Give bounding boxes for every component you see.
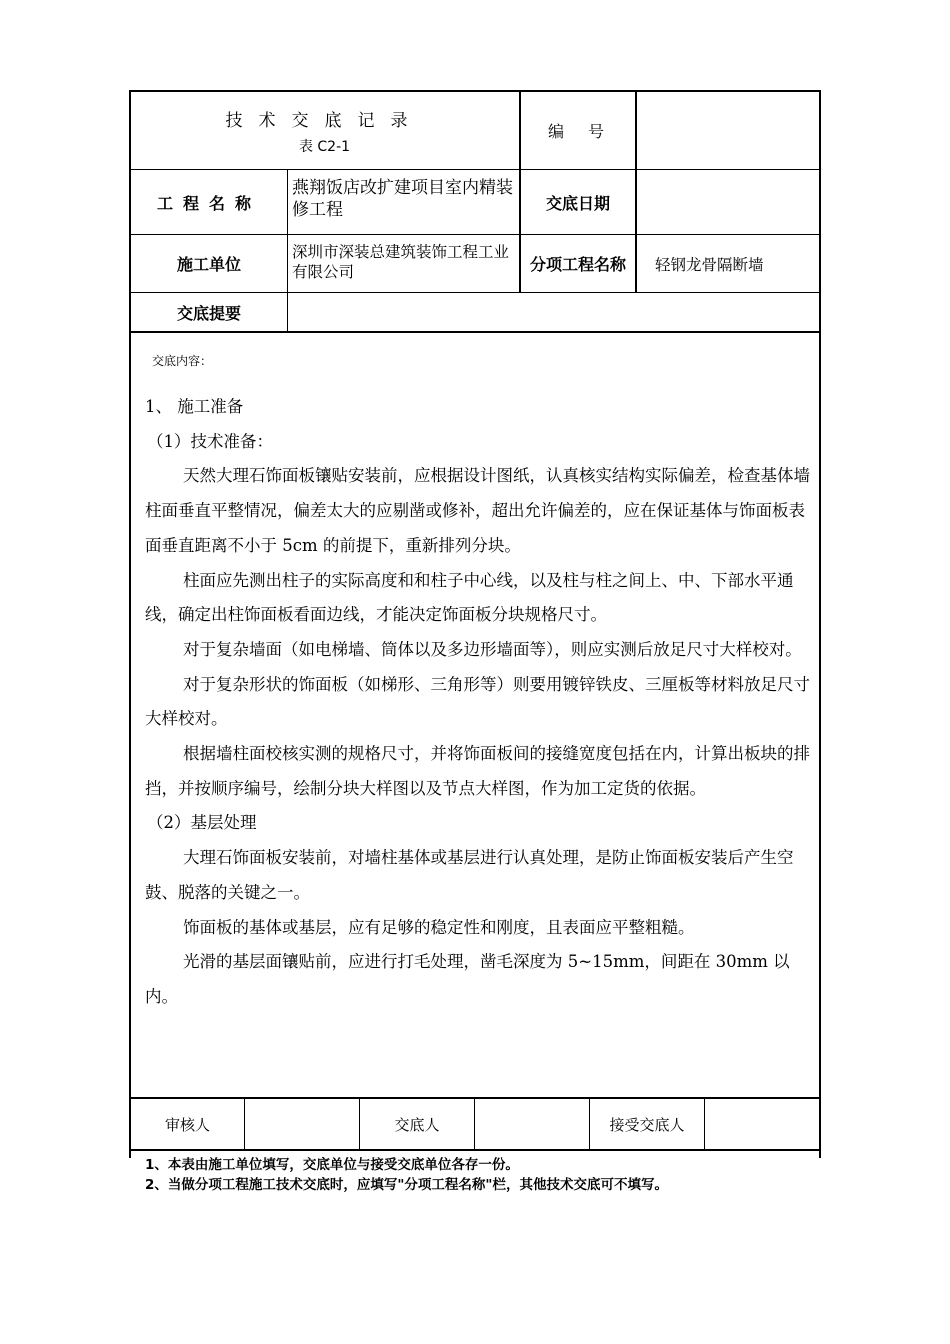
unit-value[interactable]: 深圳市深装总建筑装饰工程工业有限公司 [292, 243, 510, 281]
content-label: 交底内容： [152, 354, 213, 368]
subproject-value[interactable]: 轻钢龙骨隔断墙 [655, 255, 764, 274]
content-paragraph: 对于复杂墙面（如电梯墙、筒体以及多边形墙面等），则应实测后放足尺寸大样校对。 [183, 639, 802, 659]
footnote: 1、本表由施工单位填写，交底单位与接受交底单位各存一份。 [145, 1157, 519, 1173]
reviewer-value[interactable] [245, 1099, 359, 1149]
content-body [145, 390, 815, 1015]
content-paragraph: 饰面板的基体或基层，应有足够的稳定性和刚度，且表面应平整粗糙。 [183, 917, 695, 937]
content-paragraph: 对于复杂形状的饰面板（如梯形、三角形等）则要用镀锌铁皮、三厘板等材料放足尺寸大样校对。 [145, 674, 810, 729]
unit-label: 施工单位 [176, 255, 241, 274]
form-number: 表 C2-1 [298, 139, 351, 155]
project-name-label [131, 170, 287, 234]
row-divider [129, 331, 821, 333]
presenter-label: 交底人 [394, 1115, 440, 1134]
number-label [521, 92, 635, 169]
content-subheading: （1）技术准备： [147, 431, 273, 451]
presenter-value[interactable] [475, 1099, 589, 1149]
row-divider [129, 1149, 821, 1151]
summary-label: 交底提要 [176, 303, 241, 323]
content-paragraph: 柱面应先测出柱子的实际高度和和柱子中心线，以及柱与柱之间上、中、下部水平通线，确定出柱饰面板看面边线，才能决定饰面板分块规格尺寸。 [145, 570, 794, 625]
content-paragraph: 大理石饰面板安装前，对墙柱基体或基层进行认真处理，是防止饰面板安装后产生空鼓、脱落的关键之一。 [145, 848, 794, 902]
number-value[interactable] [637, 92, 819, 169]
summary-value[interactable] [288, 293, 819, 331]
content-paragraph: 根据墙柱面校核实测的规格尺寸，并将饰面板间的接缝宽度包括在内，计算出板块的排挡，并按顺序编号，绘制分块大样图以及节点大样图，作为加工定货的依据。 [145, 744, 810, 798]
number-label-text: 编 号 [547, 122, 608, 141]
form-title: 技术交底记录 [225, 111, 424, 131]
date-label: 交底日期 [545, 193, 610, 213]
project-name-value[interactable]: 燕翔饭店改扩建项目室内精装修工程 [292, 178, 513, 220]
content-paragraph: 光滑的基层面镶贴前，应进行打毛处理，凿毛深度为 5~15mm，间距在 30mm 以内。 [145, 952, 790, 1006]
content-paragraph: 天然大理石饰面板镶贴安装前，应根据设计图纸，认真核实结构实际偏差，检查基体墙柱面垂直平整情况，偏差太大的应剔凿或修补，超出允许偏差的，应在保证基体与饰面板表面垂直距离不小于 5cm 的前提下，重新排列分块。 [145, 466, 810, 555]
receiver-value[interactable] [705, 1099, 819, 1149]
subproject-label: 分项工程名称 [529, 255, 626, 274]
content-subheading: （2）基层处理 [147, 813, 257, 833]
footnotes [145, 1155, 668, 1195]
reviewer-label: 审核人 [164, 1115, 210, 1134]
content-heading: 1、 施工准备 [145, 397, 244, 416]
project-name-label-text: 工程名称 [156, 193, 261, 213]
date-value[interactable] [637, 170, 819, 234]
footnote: 2、当做分项工程施工技术交底时，应填写"分项工程名称"栏，其他技术交底可不填写。 [145, 1177, 668, 1193]
receiver-label: 接受交底人 [609, 1115, 685, 1134]
